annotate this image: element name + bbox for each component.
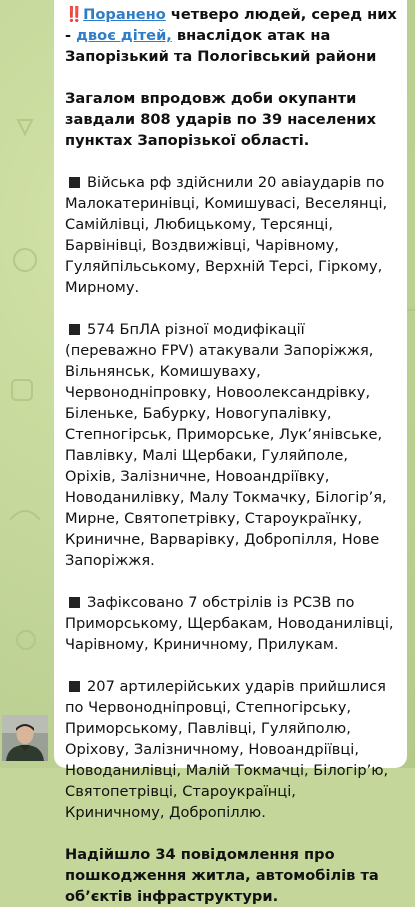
black-square-icon (69, 177, 80, 188)
item-text: 574 БпЛА різної модифікації (переважно FPV) атакували Запоріжжя, Вільнянськ, Комишуваху, Червонодніпровку, Новоолександрівку, Біленьке, Бабурку, Новогупалівку, Степногірськ, Приморське, Лук’янівське, Павлівку, Малі Щербаки, Гуляйполе, Оріхів, Залізничне, Новоандріївку, Новоданилівку, Малу Токмачку, Білогір’я, Мирне, Святопетрівку, Староукраїнку, Криничне, Варварівку, Добропілля, Нове Запоріжжя. (65, 321, 387, 569)
double-exclamation-icon: ‼️ (65, 6, 84, 23)
message-summary: Загалом впродовж доби окупанти завдали 808 ударів по 39 населених пунктах Запорізької області. (65, 90, 377, 149)
item-text: Зафіксовано 7 обстрілів із РСЗВ по Приморському, Щербакам, Новоданилівці, Чарівному, Криничному, Прилукам. (65, 594, 394, 653)
message-item-airstrikes (65, 172, 397, 298)
message-footer: Надійшло 34 повідомлення про пошкодження житла, автомобілів та об’єктів інфраструктури. (65, 846, 379, 905)
black-square-icon (69, 597, 80, 608)
message-intro (65, 4, 397, 67)
message-item-artillery (65, 676, 397, 823)
item-text: 207 артилерійських ударів прийшлися по Червонодніпровці, Степногірську, Приморському, Павлівці, Гуляйполю, Оріхову, Залізничному, Новоандріївці, Новоданилівці, Малій Токмачці, Білогір’ю, Святопетрівці, Староукраїнці, Криничному, Добропіллю. (65, 678, 389, 821)
message-item-mlrs (65, 592, 397, 655)
avatar-photo-icon (2, 715, 48, 761)
link-injured[interactable]: Поранено (83, 6, 166, 23)
item-text: Війська рф здійснили 20 авіаударів по Малокатеринівці, Комишувасі, Веселянці, Самійлівці, Любицькому, Терсянці, Барвінівці, Воздвижівці, Чарівному, Гуляйпільському, Верхній Терсі, Гіркому, Мирному. (65, 174, 388, 296)
intro-text-2: внаслідок атак на Запорізький та Пологівський райони (65, 27, 377, 65)
black-square-icon (69, 681, 80, 692)
intro-text-1: четверо людей, серед них - (65, 6, 397, 44)
sender-avatar[interactable] (2, 715, 48, 761)
link-two-children[interactable]: двоє дітей, (76, 27, 172, 44)
black-square-icon (69, 324, 80, 335)
message-bubble[interactable] (54, 0, 407, 905)
message-item-drones (65, 319, 397, 571)
